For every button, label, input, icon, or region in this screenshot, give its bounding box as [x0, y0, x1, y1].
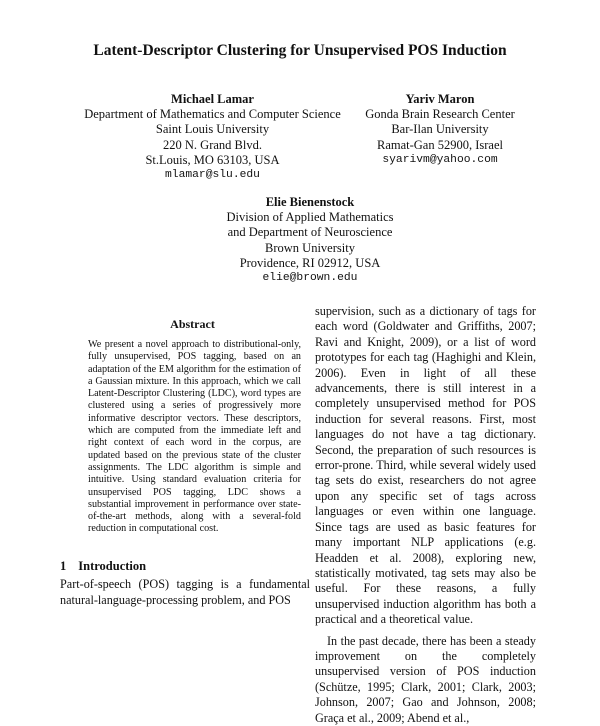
author-block-lamar [80, 92, 345, 183]
introduction-text: Part-of-speech (POS) tagging is a fundamental natural-language-processing problem, and POS [60, 577, 310, 607]
paragraph: In the past decade, there has been a steady improvement on the completely unsupervised version of POS induction (Schütze, 1995; Clark, 2001; Clark, 2003; Johnson, 2007; Gao and Johnson, 2008; Graça et al., 2009; Abend et al., [315, 633, 536, 725]
author-email: mlamar@slu.edu [165, 169, 260, 182]
section-title: Introduction [78, 559, 147, 573]
author-block-maron [345, 92, 535, 168]
author-name: Yariv Maron [405, 92, 475, 106]
section-heading-introduction [60, 559, 146, 574]
paragraph: supervision, such as a dictionary of tags for each word (Goldwater and Griffiths, 2007; Ravi and Knight, 2009), or a list of word prototypes for each tag (Haghighi and Klein, 2006). Even in light of all these advancements, there is still interest in a completely unsupervised method for POS induction for several reasons. First, most languages do not have a tag dictionary. Second, the preparation of such resources is error-prone. Third, while several widely used tag sets do exist, researchers do not agree upon any specific set of tags across languages or even within one language. Since tags are used as basic features for many important NLP applications (e.g. Headden et al. 2008), exploring new, statistically motivated, tag sets may also be useful. For these reasons, a fully unsupervised induction algorithm has both a practical and a theoretical value. [315, 304, 536, 627]
author-name: Michael Lamar [171, 92, 254, 106]
affiliation-line: St.Louis, MO 63103, USA [145, 152, 280, 167]
author-email: syarivm@yahoo.com [382, 153, 498, 166]
section-number: 1 [60, 559, 67, 573]
author-name: Elie Bienenstock [265, 195, 355, 209]
abstract-text: We present a novel approach to distributional-only, fully unsupervised, POS tagging, based on an adaptation of the EM algorithm for the estimation of a Gaussian mixture. In this approach, which we call Latent-Descriptor Clustering (LDC), word types are clustered using a series of progressively more informative descriptor vectors. These descriptors, which are computed from the immediate left and right context of each word in the corpus, are updated based on the previous state of the cluster assignments. The LDC algorithm is simple and intuitive. Using standard evaluation criteria for unsupervised POS tagging, LDC shows a substantial improvement in performance over state-of-the-art methods, along with a several-fold reduction in computational cost. [88, 339, 301, 535]
paper-title: Latent-Descriptor Clustering for Unsupervised POS Induction [93, 42, 507, 59]
right-column [315, 304, 536, 726]
author-email: elie@brown.edu [262, 272, 358, 285]
affiliation-line: Providence, RI 02912, USA [239, 255, 381, 270]
affiliation-line: Division of Applied Mathematics [226, 210, 394, 225]
affiliation-line: 220 N. Grand Blvd. [163, 137, 262, 152]
affiliation-line: Department of Mathematics and Computer Science [84, 107, 341, 122]
affiliation-line: Brown University [265, 240, 355, 255]
introduction-body [60, 577, 310, 608]
affiliation-line: Saint Louis University [155, 122, 270, 137]
author-block-bienenstock [160, 195, 460, 286]
abstract-body [88, 339, 301, 536]
affiliation-line: Ramat-Gan 52900, Israel [376, 137, 503, 152]
affiliation-line: and Department of Neuroscience [227, 225, 393, 240]
affiliation-line: Bar-Ilan University [391, 122, 489, 137]
affiliation-line: Gonda Brain Research Center [365, 107, 515, 122]
abstract-heading: Abstract [170, 317, 215, 331]
